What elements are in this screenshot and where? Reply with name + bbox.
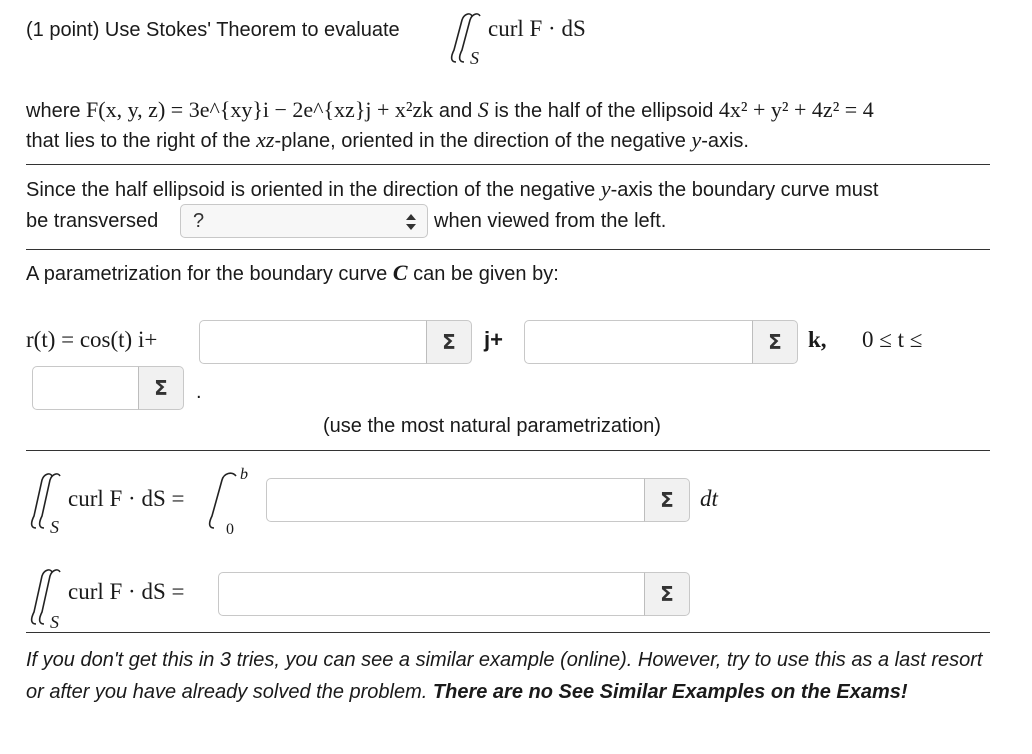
where-label: where F(x, y, z) = 3e^{xy}i − 2e^{xz}j + x²zk and S is the half of the ellipsoid 4x² + y² + 4z² = 4 xyxy=(26,97,874,122)
sigma-button[interactable]: Σ xyxy=(644,478,690,522)
field-label: F(x, y, z) = xyxy=(86,97,189,122)
divider xyxy=(26,632,990,633)
footer-note: If you don't get this in 3 tries, you can see a similar example (online). However, try to use this as a last resort or after you have already solved the problem. There are no See Similar Examples on the Exams! xyxy=(26,649,983,703)
problem-integrand: curl F · dS xyxy=(488,16,586,41)
param-intro: A parametrization for the boundary curve C can be given by: xyxy=(26,260,559,285)
orientation-suffix: when viewed from the left. xyxy=(434,210,667,232)
period: . xyxy=(196,381,202,403)
z-component-input[interactable] xyxy=(524,320,760,364)
sigma-button[interactable]: Σ xyxy=(752,320,798,364)
sigma-button[interactable]: Σ xyxy=(644,572,690,616)
result-input[interactable] xyxy=(218,572,654,616)
integrand-input[interactable] xyxy=(266,478,652,522)
orientation-label: be transversed xyxy=(26,210,159,232)
divider xyxy=(26,249,990,250)
integral-upper-bound: b xyxy=(240,466,248,483)
integral-subscript: S xyxy=(470,48,479,68)
t-upper-bound-input[interactable] xyxy=(32,366,146,410)
integral-subscript: S xyxy=(50,517,59,537)
range-label: 0 ≤ t ≤ xyxy=(862,327,923,352)
double-integral-icon xyxy=(446,10,486,68)
problem-line-3: that lies to the right of the xz-plane, oriented in the direction of the negative y-axis. xyxy=(26,127,749,152)
double-integral-icon xyxy=(26,470,66,534)
double-integral-icon xyxy=(26,566,66,630)
k-label: k, xyxy=(808,327,827,352)
r-label: r(t) = cos(t) i+ xyxy=(26,327,158,352)
orientation-select-value: ? xyxy=(193,210,205,232)
orientation-select[interactable] xyxy=(180,204,428,238)
integral1-lhs: curl F · dS = xyxy=(68,486,185,511)
integral-lower-bound: 0 xyxy=(226,521,234,538)
orientation-line-1: Since the half ellipsoid is oriented in the direction of the negative y-axis the boundary curve must xyxy=(26,176,879,201)
problem-prefix: (1 point) Use Stokes' Theorem to evaluate xyxy=(26,19,400,41)
exam-warning: There are no See Similar Examples on the Exams! xyxy=(432,681,908,703)
divider xyxy=(26,164,990,165)
ellipsoid-equation: 4x² + y² + 4z² = 4 xyxy=(718,97,874,122)
j-label: j+ xyxy=(484,327,503,352)
divider xyxy=(26,450,990,451)
natural-param-note: (use the most natural parametrization) xyxy=(323,415,661,437)
select-arrows-icon xyxy=(405,213,417,231)
sigma-button[interactable]: Σ xyxy=(138,366,184,410)
integral-subscript: S xyxy=(50,612,59,632)
dt-label: dt xyxy=(700,486,718,511)
sigma-button[interactable]: Σ xyxy=(426,320,472,364)
integral2-lhs: curl F · dS = xyxy=(68,579,185,604)
field-expression: 3e^{xy}i − 2e^{xz}j + x²zk xyxy=(188,97,434,122)
x-component-input[interactable] xyxy=(199,320,433,364)
